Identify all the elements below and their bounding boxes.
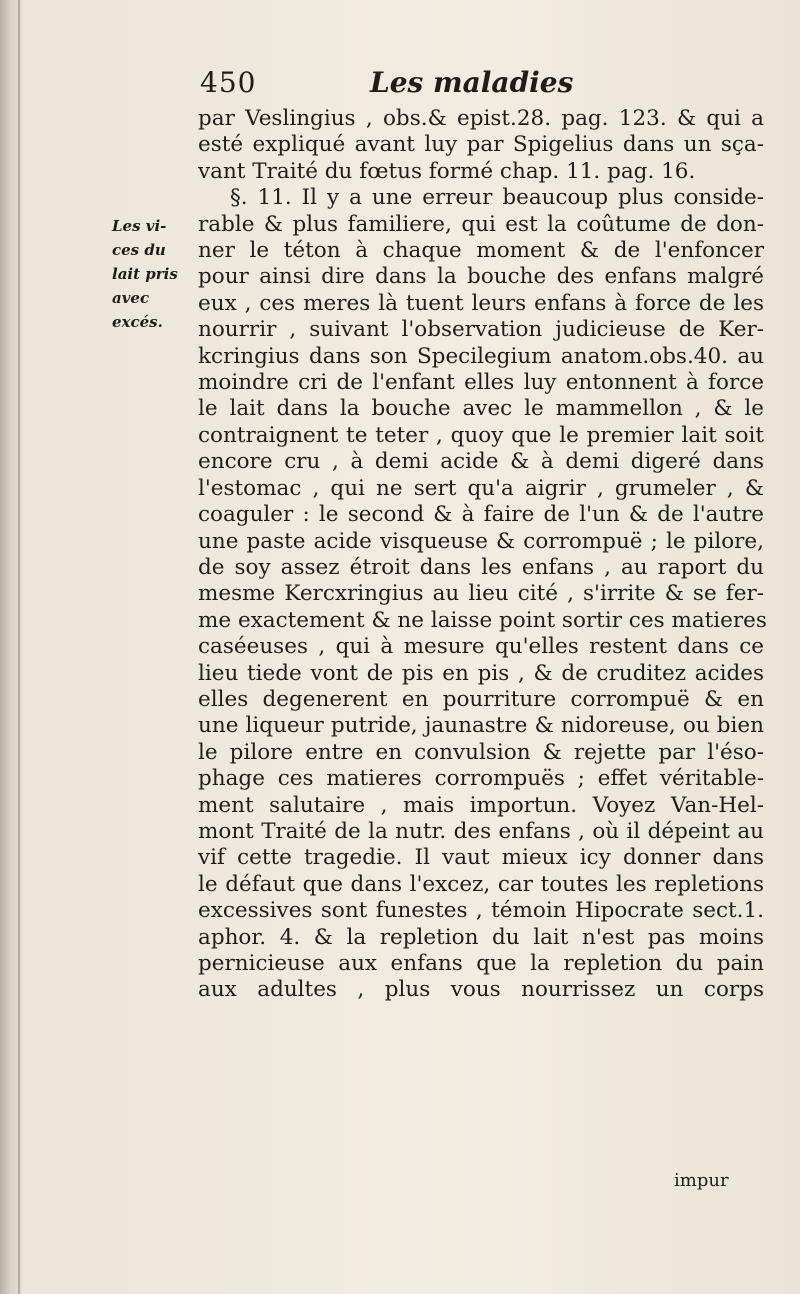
marginal-note-line: ces du (112, 241, 166, 259)
text-line: excessives sont funestes , témoin Hipocrate sect.1. (198, 898, 764, 924)
page-gutter (18, 0, 20, 1294)
text-line: mesme Kercxringius au lieu cité , s'irrite & se fer- (198, 581, 764, 607)
text-line: aux adultes , plus vous nourrissez un corps (198, 977, 764, 1003)
text-line: le lait dans la bouche avec le mammellon , & le (198, 396, 764, 422)
text-line: contraignent te teter , quoy que le premier lait soit (198, 422, 764, 448)
text-line: le défaut que dans l'excez, car toutes les repletions (198, 871, 764, 897)
text-line: ment salutaire , mais importun. Voyez Van-Hel- (198, 792, 764, 818)
text-line: phage ces matieres corrompuës ; effet véritable- (198, 766, 764, 792)
text-line: une liqueur putride, jaunastre & nidoreuse, ou bien (198, 713, 764, 739)
catchword: impur (674, 1170, 729, 1191)
text-line: elles degenerent en pourriture corrompuë & en (198, 686, 764, 712)
text-line: l'estomac , qui ne sert qu'a aigrir , grumeler , & (198, 475, 764, 501)
page-number: 450 (200, 66, 257, 99)
text-line: ner le téton à chaque moment & de l'enfoncer (198, 238, 764, 264)
text-line: lieu tiede vont de pis en pis , & de cruditez acides (198, 660, 764, 686)
text-line: esté expliqué avant luy par Spigelius dans un sça- (198, 132, 764, 158)
text-line: par Veslingius , obs.& epist.28. pag. 123. & qui a (198, 106, 764, 131)
text-line: pour ainsi dire dans la bouche des enfans malgré (198, 264, 764, 290)
text-line: mont Traité de la nutr. des enfans , où il dépeint au (198, 818, 764, 844)
text-line: eux , ces meres là tuent leurs enfans à force de les (198, 290, 764, 316)
text-line: moindre cri de l'enfant elles luy entonnent à force (198, 370, 764, 396)
text-line: rable & plus familiere, qui est la coûtume de don- (198, 211, 764, 237)
text-line: pernicieuse aux enfans que la repletion du pain (198, 951, 764, 976)
text-line: encore cru , à demi acide & à demi digeré dans (198, 449, 764, 475)
text-line: de soy assez étroit dans les enfans , au raport du (198, 554, 764, 580)
text-line: nourrir , suivant l'observation judicieuse de Ker- (198, 317, 764, 343)
text-line: le pilore entre en convulsion & rejette par l'éso- (198, 739, 764, 765)
marginal-note-line: excés. (112, 313, 163, 331)
text-line: aphor. 4. & la repletion du lait n'est pas moins (198, 924, 764, 950)
body-text (198, 106, 767, 1004)
text-line: coaguler : le second & à faire de l'un & de l'autre (198, 502, 764, 528)
text-line: §. 11. Il y a une erreur beaucoup plus conside- (230, 185, 764, 211)
text-line: kcringius dans son Specilegium anatom.obs.40. au (198, 343, 764, 369)
running-head: Les maladies (370, 66, 574, 99)
marginal-note-line: lait pris (112, 265, 178, 283)
marginal-note-line: Les vi- (112, 217, 167, 235)
page-header (200, 66, 640, 100)
marginal-note (112, 214, 192, 334)
text-line: vant Traité du fœtus formé chap. 11. pag. 16. (198, 158, 696, 184)
marginal-note-line: avec (112, 289, 150, 307)
text-line: une paste acide visqueuse & corrompuë ; le pilore, (198, 528, 764, 554)
text-line: vif cette tragedie. Il vaut mieux icy donner dans (198, 845, 764, 871)
text-line: me exactement & ne laisse point sortir ces matieres (198, 607, 767, 633)
text-line: caséeuses , qui à mesure qu'elles restent dans ce (198, 634, 764, 660)
